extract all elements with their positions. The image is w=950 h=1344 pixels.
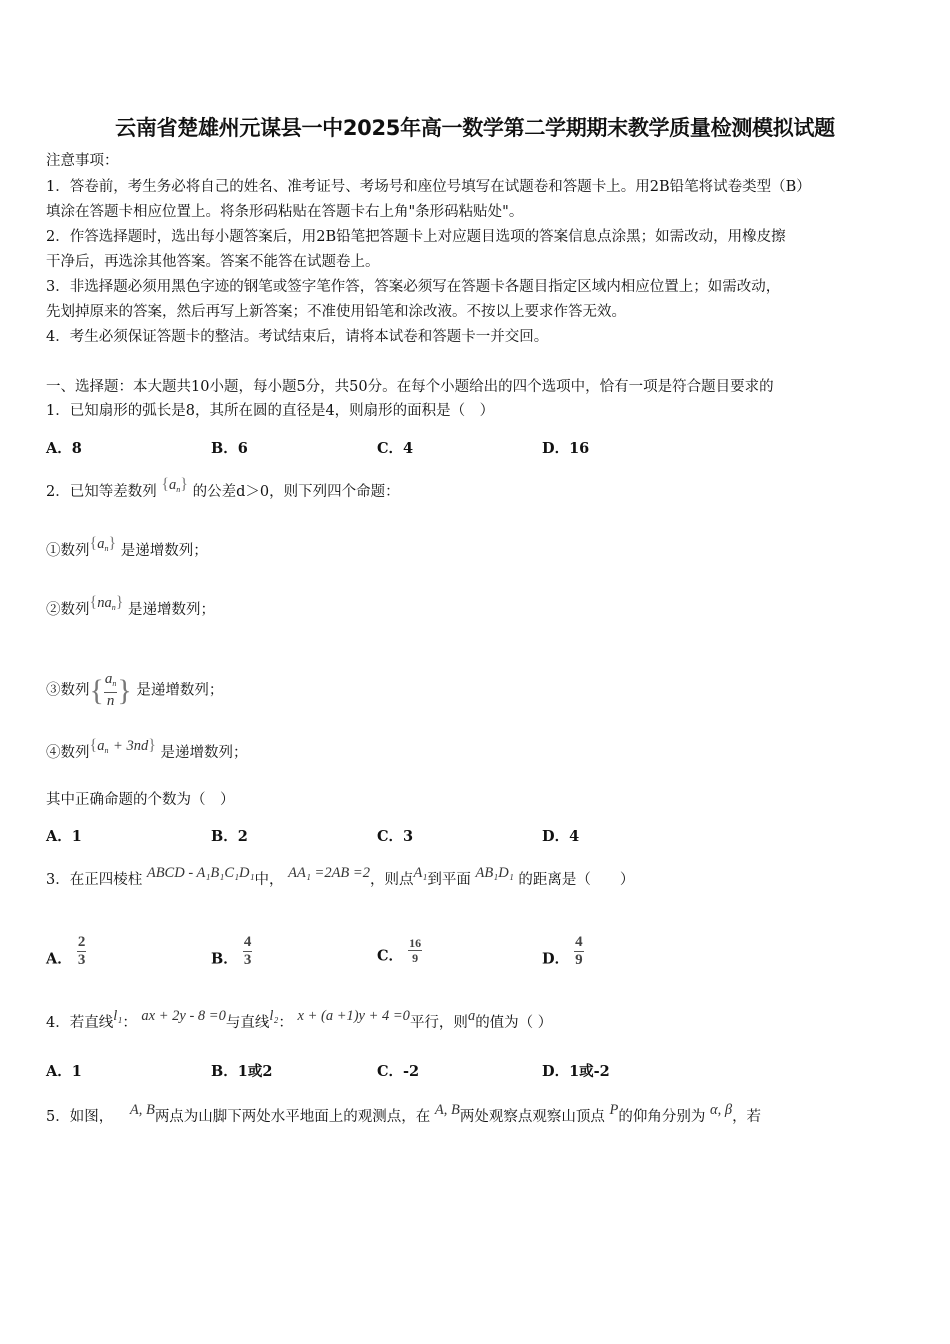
notice-line: 4．考生必须保证答题卡的整洁。考试结束后，请将本试卷和答题卡一并交回。	[46, 329, 549, 345]
sequence-expr: $\{a_n\}$	[89, 535, 117, 553]
prism-expr: ABCD - A₁B₁C₁D₁	[146, 865, 255, 881]
q3-stem: 3．在正四棱柱 ABCD - A₁B₁C₁D₁中， AA₁ =2AB =2，则点A₁到平面 AB₁D₁ 的距离是（ ）	[46, 865, 635, 888]
notice-heading: 注意事项：	[46, 153, 119, 169]
q2-proposition-3: ③数列{ $\frac{a_n}{n}$ } 是递增数列；	[46, 671, 224, 709]
q2-stem: 2．已知等差数列 $\{a_n\}$ 的公差d＞0，则下列四个命题：	[46, 476, 400, 500]
q2-proposition-4: ④数列$\{a_n + 3nd\}$ 是递增数列；	[46, 737, 248, 761]
notice-line: 先划掉原来的答案，然后再写上新答案；不准使用铅笔和涂改液。不按以上要求作答无效。	[46, 304, 626, 320]
q4-option-a[interactable]: A．1	[46, 1063, 82, 1080]
q1-option-d[interactable]: D．16	[542, 440, 590, 457]
q2-proposition-1: ①数列$\{a_n\}$ 是递增数列；	[46, 535, 208, 559]
notice-line: 填涂在答题卡相应位置上。将条形码粘贴在答题卡右上角"条形码粘贴处"。	[46, 204, 524, 220]
notice-line: 3．非选择题必须用黑色字迹的钢笔或签字笔作答，答案必须写在答题卡各题目指定区域内相应位置上；如需改动，	[46, 279, 781, 295]
q3-option-d[interactable]: D． $\frac{4}{9}$	[542, 934, 583, 968]
plane-expr: AB₁D₁	[475, 865, 514, 881]
line2-equation: x + (a +1)y + 4 =0	[297, 1008, 410, 1024]
notice-line: 1．答卷前，考生务必将自己的姓名、准考证号、考场号和座位号填写在试题卷和答题卡上。用2B铅笔将试卷类型（B）	[46, 179, 811, 195]
q2-option-a[interactable]: A．1	[46, 828, 82, 845]
notice-line: 干净后，再选涂其他答案。答案不能答在试题卷上。	[46, 254, 380, 270]
points-ab: A, B	[434, 1102, 460, 1118]
angles-alpha-beta: α, β	[709, 1102, 733, 1118]
q4-option-d[interactable]: D．1或-2	[542, 1063, 610, 1080]
q4-option-b[interactable]: B．1或2	[211, 1063, 273, 1080]
q2-count: 其中正确命题的个数为（ ）	[46, 792, 235, 808]
q3-option-a[interactable]: A． $\frac{2}{3}$	[46, 934, 86, 968]
section-heading: 一、选择题：本大题共10小题，每小题5分，共50分。在每个小题给出的四个选项中，恰有一项是符合题目要求的	[46, 379, 774, 395]
q2-option-c[interactable]: C．3	[377, 828, 414, 845]
q2-option-d[interactable]: D．4	[542, 828, 580, 845]
condition-expr: AA₁ =2AB =2	[288, 865, 370, 881]
line2-label: l₂	[269, 1008, 279, 1024]
sequence-expr: $\{a_n + 3nd\}$	[89, 737, 156, 755]
notice-line: 2．作答选择题时，选出每小题答案后，用2B铅笔把答题卡上对应题目选项的答案信息点涂黑；如需改动，用橡皮擦	[46, 229, 786, 245]
q5-stem: 5．如图， A, B两点为山脚下两处水平地面上的观测点，在 A, B两处观察点观察山顶点 P的仰角分别为 α, β，若	[46, 1102, 762, 1125]
q4-option-c[interactable]: C．-2	[377, 1063, 420, 1080]
points-ab: A, B	[129, 1102, 155, 1118]
fraction-sequence-expr: { $\frac{a_n}{n}$ }	[89, 671, 132, 709]
line1-equation: ax + 2y - 8 =0	[141, 1008, 226, 1024]
q3-option-c[interactable]: C． $\frac{16}{9}$	[377, 936, 422, 965]
q2-proposition-2: ②数列$\{na_n\}$ 是递增数列；	[46, 594, 215, 618]
line1-label: l₁	[113, 1008, 123, 1024]
point-p: P	[609, 1102, 619, 1118]
page-title: 云南省楚雄州元谋县一中2025年高一数学第二学期期末教学质量检测模拟试题	[115, 116, 835, 140]
q1-option-b[interactable]: B．6	[211, 440, 248, 457]
point-expr: A₁	[413, 865, 428, 881]
q3-option-b[interactable]: B． $\frac{4}{3}$	[211, 934, 252, 968]
q1-stem: 1．已知扇形的弧长是8，其所在圆的直径是4，则扇形的面积是（ ）	[46, 403, 495, 419]
q1-option-a[interactable]: A．8	[46, 440, 82, 457]
variable-a: a	[467, 1008, 476, 1024]
q2-option-b[interactable]: B．2	[211, 828, 248, 845]
q1-option-c[interactable]: C．4	[377, 440, 414, 457]
q4-stem: 4．若直线l₁： ax + 2y - 8 =0与直线l₂： x + (a +1)y + 4 =0平行，则a的值为（ ）	[46, 1008, 553, 1031]
sequence-expr: $\{a_n\}$	[161, 476, 188, 494]
sequence-expr: $\{na_n\}$	[89, 594, 124, 612]
